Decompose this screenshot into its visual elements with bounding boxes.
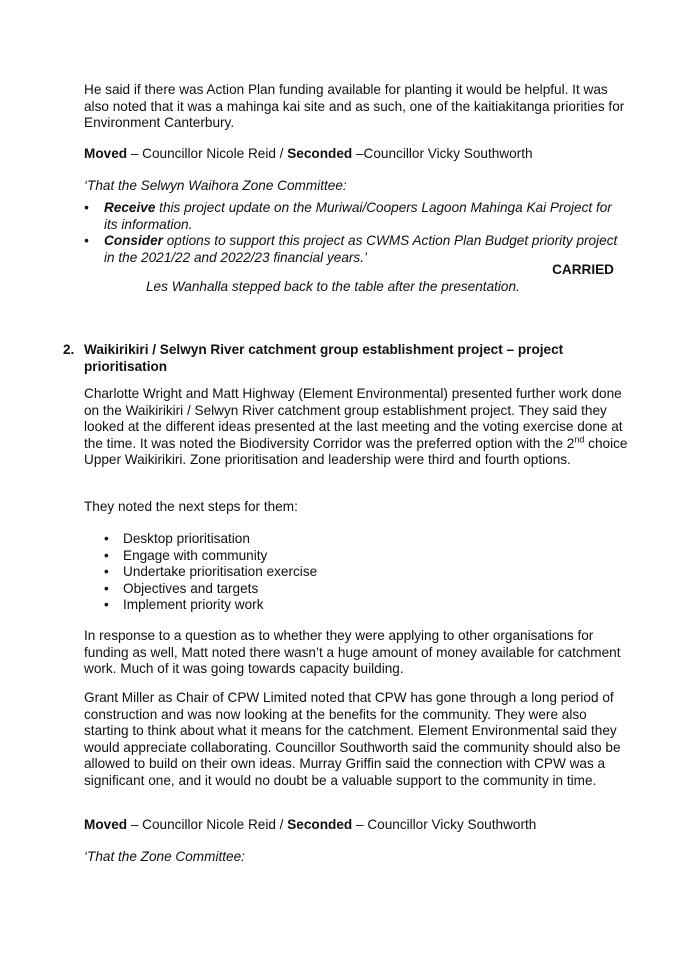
seconded-label: Seconded bbox=[287, 146, 353, 161]
section-number: 2. bbox=[63, 342, 75, 357]
resolution-item-receive bbox=[82, 200, 627, 233]
paragraph-presentation-text-end: choice Upper Waikirikiri. Zone prioritisation and leadership were third and fourth options. bbox=[84, 435, 628, 468]
resolution-item-consider bbox=[82, 233, 627, 266]
moved-by: – Councillor Nicole Reid / bbox=[127, 817, 288, 832]
seconded-by: – Councillor Vicky Southworth bbox=[352, 817, 537, 832]
list-item: • Engage with community bbox=[102, 548, 317, 565]
paragraph-next-steps-intro: They noted the next steps for them: bbox=[84, 499, 298, 514]
resolution-text: this project update on the Muriwai/Coopers Lagoon Mahinga Kai Project for its information. bbox=[104, 200, 612, 232]
ordinal-superscript: nd bbox=[574, 434, 585, 445]
motion-moved-seconded-1 bbox=[84, 146, 629, 163]
list-item: • Objectives and targets bbox=[102, 581, 317, 598]
moved-by: – Councillor Nicole Reid / bbox=[127, 146, 288, 161]
motion-moved-seconded-2 bbox=[84, 817, 629, 834]
paragraph-presentation-text: Charlotte Wright and Matt Highway (Element Environmental) presented further work done on the Waikirikiri / Selwyn River catchment group establishment project. They said they looked at the different ideas presented at the last meeting and the voting exercise done at the time. It was noted the Biodiversity Corridor was the preferred option with the 2 bbox=[84, 386, 623, 451]
carried-label: CARRIED bbox=[552, 262, 614, 277]
resolution-intro-1: ‘That the Selwyn Waihora Zone Committee: bbox=[84, 178, 347, 193]
resolution-verb: Consider bbox=[104, 233, 163, 249]
note-les-wanhalla: Les Wanhalla stepped back to the table after the presentation. bbox=[146, 279, 520, 294]
paragraph-action-plan-funding: He said if there was Action Plan funding available for planting it would be helpful. It was also noted that it was a mahinga kai site and as such, one of the kaitiakitanga priorities for Environment Canterbury. bbox=[84, 82, 625, 131]
paragraph-presentation bbox=[84, 386, 629, 469]
resolution-verb: Receive bbox=[104, 200, 156, 215]
section-title: Waikirikiri / Selwyn River catchment group establishment project – project prioritisation bbox=[84, 342, 564, 374]
list-item: • Implement priority work bbox=[102, 597, 317, 614]
seconded-label: Seconded bbox=[287, 817, 353, 832]
resolution-intro-2: ‘That the Zone Committee: bbox=[84, 849, 245, 864]
resolution-list-1 bbox=[82, 200, 627, 266]
paragraph-funding-question: In response to a question as to whether they were applying to other organisations for funding as well, Matt noted there wasn’t a huge amount of money available for catchment work. Much of it was going towards capacity building. bbox=[84, 628, 621, 677]
moved-label: Moved bbox=[84, 817, 128, 832]
moved-label: Moved bbox=[84, 146, 128, 161]
paragraph-cpw-discussion: Grant Miller as Chair of CPW Limited noted that CPW has gone through a long period of construction and was now looking at the benefits for the community. They were also starting to think about what it means for the catchment. Element Environmental said they would appreciate collaborating. Councillor Southworth said the community should also be allowed to build on their own ideas. Murray Griffin said the connection with CPW was a significant one, and it would no doubt be a valuable support to the community in time. bbox=[84, 690, 621, 788]
list-item: • Desktop prioritisation bbox=[102, 531, 317, 548]
list-item: • Undertake prioritisation exercise bbox=[102, 564, 317, 581]
seconded-by: –Councillor Vicky Southworth bbox=[352, 146, 533, 161]
resolution-text: options to support this project as CWMS Action Plan Budget priority project in the 2021/22 and 2022/23 financial years.’ bbox=[104, 233, 618, 265]
next-steps-list bbox=[102, 531, 317, 614]
